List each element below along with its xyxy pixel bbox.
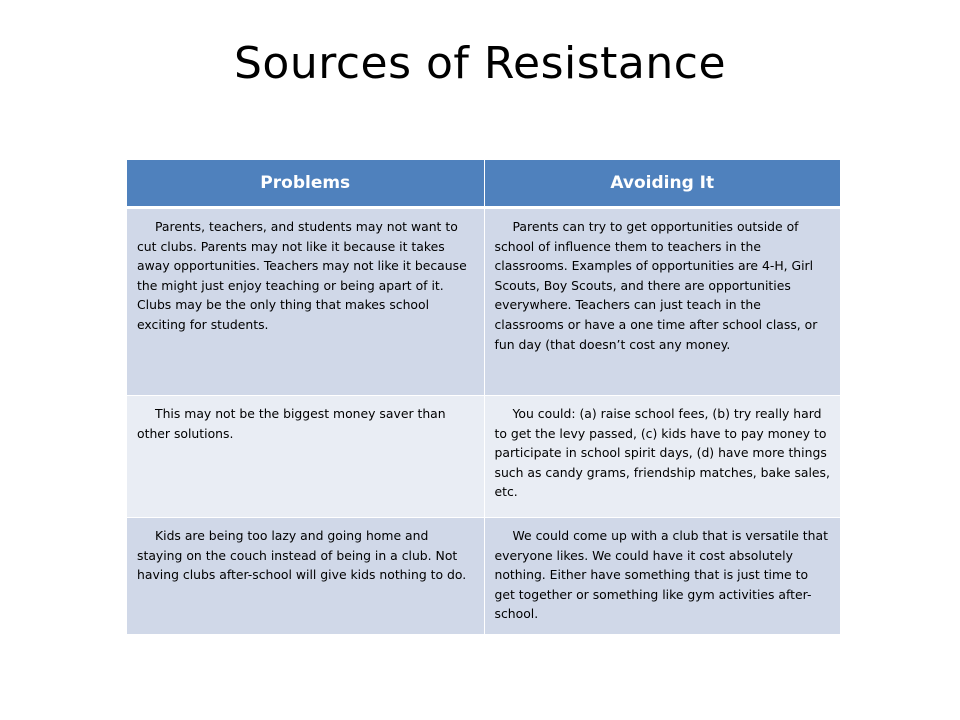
problem-text: Parents, teachers, and students may not want to cut clubs. Parents may not like it because it takes away opportunities. Teachers may not like it because the might just enjoy teaching or being apart of it. Clubs may be the only thing that makes school exciting for students. [137,219,467,332]
avoiding-text: Parents can try to get opportunities outside of school of influence them to teachers in the classrooms. Examples of opportunities are 4-H, Girl Scouts, Boy Scouts, and there are opportunities everywhere. Teachers can just teach in the classrooms or have a one time after school class, or fun day (that doesn’t cost any money. [494,219,818,352]
slide-title: Sources of Resistance [233,38,727,89]
header-avoiding-it: Avoiding It [484,160,840,208]
problem-cell [127,396,484,518]
problem-cell [127,208,484,396]
table-row [127,208,840,396]
problem-cell [127,518,484,635]
avoiding-cell [484,208,840,396]
avoiding-cell [484,396,840,518]
table-row [127,396,840,518]
avoiding-text: We could come up with a club that is versatile that everyone likes. We could have it cost absolutely nothing. Either have something that is just time to get together or something like gym activities after-school. [494,528,828,622]
table-header-row [127,160,840,208]
resistance-table [127,160,840,635]
problem-text: Kids are being too lazy and going home and staying on the couch instead of being in a club. Not having clubs after-school will give kids nothing to do. [137,528,467,583]
avoiding-cell [484,518,840,635]
avoiding-text: You could: (a) raise school fees, (b) try really hard to get the levy passed, (c) kids have to pay money to participate in school spirit days, (d) have more things such as candy grams, friendship matches, bake sales, etc. [494,406,830,500]
problem-text: This may not be the biggest money saver than other solutions. [137,406,446,441]
table-row [127,518,840,635]
header-problems: Problems [127,160,484,208]
